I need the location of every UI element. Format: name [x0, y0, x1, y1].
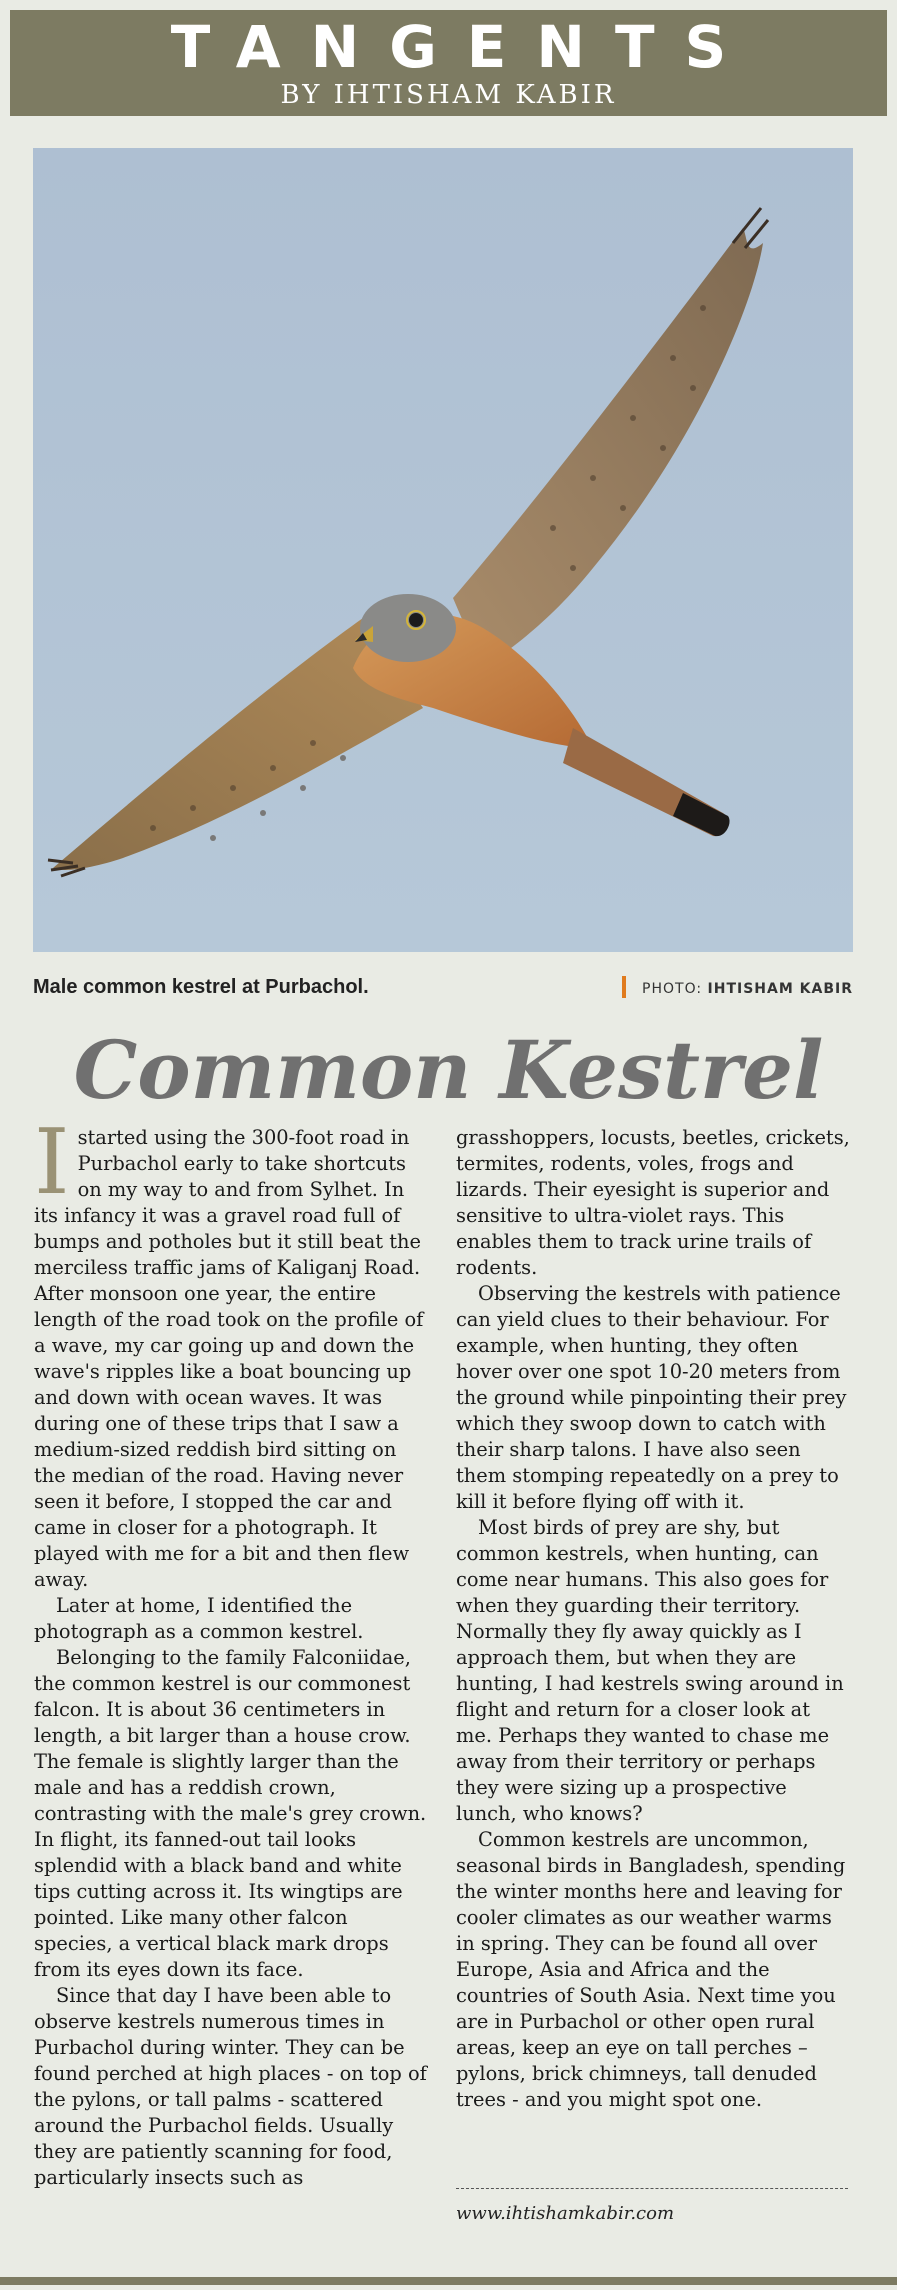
footer-bar	[0, 2277, 897, 2285]
article-paragraph: Belonging to the family Falconiidae, the common kestrel is our commonest falcon. It is about 36 centimeters in length, a bit larger than a house crow. The female is slightly larger than the male and has a reddish crown, contrasting with the male's grey crown. In flight, its fanned-out tail looks splendid with a black band and white tips cutting across it. Its wingtips are pointed. Like many other falcon species, a vertical black mark drops from its eyes down its face.	[34, 1646, 427, 1981]
article-paragraph	[34, 1110, 430, 1593]
photo-caption: Male common kestrel at Purbachol.	[33, 976, 369, 998]
column-header	[10, 10, 887, 116]
kestrel-photo	[33, 148, 853, 952]
drop-cap: I	[34, 1110, 70, 1215]
photo-credit	[622, 978, 853, 1000]
author-byline: BY IHTISHAM KABIR	[280, 80, 617, 110]
article-paragraph: Later at home, I identified the photograph as a common kestrel.	[34, 1594, 364, 1643]
article-paragraph: Observing the kestrels with patience can yield clues to their behaviour. For example, when hunting, they often hover over one spot 10-20 meters from the ground while pinpointing their prey which they swoop down to catch with their sharp talons. I have also seen them stomping repeatedly on a prey to kill it before flying off with it.	[456, 1282, 847, 1513]
paragraph-text: started using the 300-foot road in Purbachol early to take shortcuts on my way to and from Sylhet. In its infancy it was a gravel road full of bumps and potholes but it still beat the merciless traffic jams of Kaliganj Road. After monsoon one year, the entire length of the road took on the profile of a wave, my car going up and down the wave's ripples like a boat bouncing up and down with ocean waves. It was during one of these trips that I saw a medium-sized reddish bird sitting on the median of the road. Having never seen it before, I stopped the car and came in closer for a photograph. It played with me for a bit and then flew away.	[34, 1126, 424, 1591]
credit-label: PHOTO:	[642, 981, 703, 997]
article-paragraph: Since that day I have been able to observe kestrels numerous times in Purbachol during winter. They can be found perched at high places - on top of the pylons, or tall palms - scattered around the Purbachol fields. Usually they are patiently scanning for food, particularly insects such as	[34, 1984, 427, 2189]
article-paragraph: grasshoppers, locusts, beetles, crickets, termites, rodents, voles, frogs and lizards. Their eyesight is superior and sensitive to ultra-violet rays. This enables them to track urine trails of rodents.	[456, 1126, 850, 1279]
article-column-left	[34, 1110, 430, 2191]
kestrel-illustration	[33, 148, 853, 952]
author-website: www.ihtishamkabir.com	[456, 2203, 675, 2224]
dashed-divider	[456, 2188, 848, 2189]
article-column-right	[456, 1125, 852, 2113]
credit-name: IHTISHAM KABIR	[707, 981, 853, 997]
credit-accent-bar	[622, 976, 626, 998]
article-headline: Common Kestrel	[73, 1023, 824, 1117]
column-title: TANGENTS	[170, 13, 757, 81]
article-paragraph: Common kestrels are uncommon, seasonal birds in Bangladesh, spending the winter months here and leaving for cooler climates as our weather warms in spring. They can be found all over Europe, Asia and Africa and the countries of South Asia. Next time you are in Purbachol or other open rural areas, keep an eye on tall perches – pylons, brick chimneys, tall denuded trees - and you might spot one.	[456, 1828, 846, 2111]
article-paragraph: Most birds of prey are shy, but common kestrels, when hunting, can come near humans. This also goes for when they guarding their territory. Normally they fly away quickly as I approach them, but when they are hunting, I had kestrels swing around in flight and return for a closer look at me. Perhaps they wanted to chase me away from their territory or perhaps they were sizing up a prospective lunch, who knows?	[456, 1516, 844, 1825]
